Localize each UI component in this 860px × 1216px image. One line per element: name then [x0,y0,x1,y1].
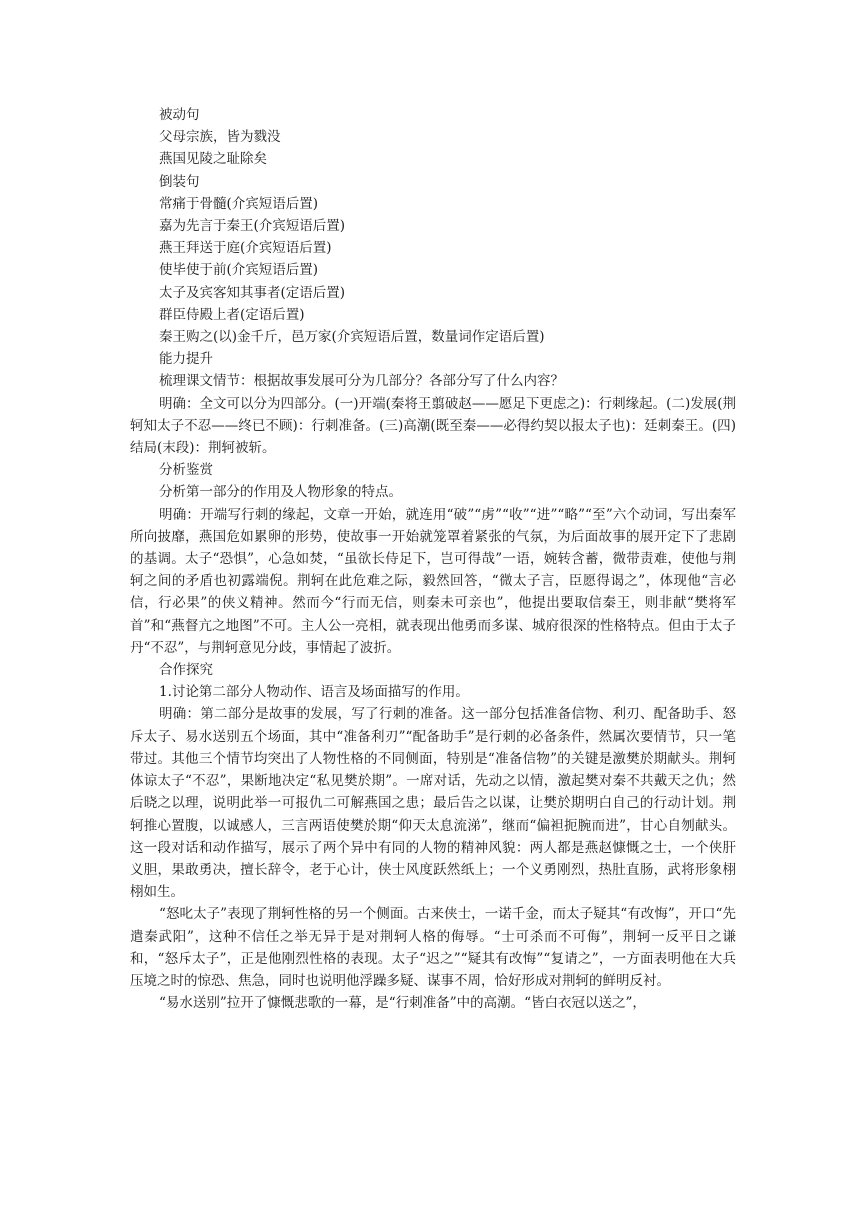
example-line: 常痛于骨髓(介宾短语后置) [159,195,319,212]
heading-inversion: 倒装句 [159,173,200,190]
example-line: 秦王购之(以)金千斤，邑万家(介宾短语后置，数量词作定语后置) [159,329,545,346]
example-line: 太子及宾客知其事者(定语后置) [159,284,346,301]
answer-paragraph-structure: 明确：全文可以分为四部分。(一)开端(秦将王翦破赵——愿足下更虑之)：行刺缘起。(二)发展(荆轲知太子不忍——终已不顾)：行刺准备。(三)高潮(既至秦——必得约契以报太子也)：廷刺秦王。(四)结局(末段)：荆轲被斩。 [130,395,736,457]
heading-ability: 能力提升 [159,351,213,368]
answer-paragraph-analysis: 明确：开端写行刺的缘起，文章一开始，就连用“破”“虏”“收”“进”“略”“至”六个动词，写出秦军所向披靡，燕国危如累卵的形势，使故事一开始就笼罩着紧张的气氛，为后面故事的展开定下了悲剧的基调。太子“恐惧”，心急如焚，“虽欲长侍足下，岂可得哉”一语，婉转含蓄，微带责难，使他与荆轲之间的矛盾也初露端倪。荆轲在此危难之际，毅然回答，“微太子言，臣愿得谒之”，体现他“言必信，行必果”的侠义精神。然而今“行而无信，则秦未可亲也”，他提出要取信秦王，则非献“樊将军首”和“燕督亢之地图”不可。主人公一亮相，就表现出他勇而多谋、城府很深的性格特点。但由于太子丹“不忍”，与荆轲意见分歧，事情起了波折。 [130,506,736,656]
example-line: 燕王拜送于庭(介宾短语后置) [159,240,332,257]
example-line: 燕国见陵之耻除矣 [159,151,267,168]
question-analysis: 分析第一部分的作用及人物形象的特点。 [159,484,402,501]
question-plot: 梳理课文情节：根据故事发展可分为几部分？各部分写了什么内容？ [159,373,564,390]
heading-cooperation: 合作探究 [159,662,213,679]
example-line: 使毕使于前(介宾短语后置) [159,262,319,279]
example-line: 父母宗族，皆为戮没 [159,129,281,146]
example-line: 嘉为先言于秦王(介宾短语后置) [159,218,346,235]
question-discussion: 1.讨论第二部分人物动作、语言及场面描写的作用。 [159,684,469,701]
paragraph-yishui-farewell: “易水送别”拉开了慷慨悲歌的一幕，是“行刺准备”中的高潮。“皆白衣冠以送之”， [159,995,646,1012]
paragraph-rebuke-prince: “怒叱太子”表现了荆轲性格的另一个侧面。古来侠士，一诺千金，而太子疑其“有改悔”，开口“先遣秦武阳”，这种不信任之举无异于是对荆轲人格的侮辱。“士可杀而不可侮”，荆轲一反平日之谦和，“怒斥太子”，正是他刚烈性格的表现。太子“迟之”“疑其有改悔”“复请之”，一方面表明他在大兵压境之时的惊恐、焦急，同时也说明他浮躁多疑、谋事不周，恰好形成对荆轲的鲜明反衬。 [130,906,736,989]
example-line: 群臣侍殿上者(定语后置) [159,306,305,323]
document-body [130,104,736,1014]
heading-analysis: 分析鉴赏 [159,462,213,479]
answer-paragraph-part-two: 明确：第二部分是故事的发展，写了行刺的准备。这一部分包括准备信物、利刃、配备助手、怒斥太子、易水送别五个场面，其中“准备利刃”“配备助手”是行刺的必备条件，然属次要情节，只一笔带过。其他三个情节均突出了人物性格的不同侧面，特别是“准备信物”的关键是激樊於期献头。荆轲体谅太子“不忍”，果断地决定“私见樊於期”。一席对话，先动之以情，激起樊对秦不共戴天之仇；然后晓之以理，说明此举一可报仇二可解燕国之患；最后告之以谋，让樊於期明白自己的行动计划。荆轲推心置腹，以诚感人，三言两语使樊於期“仰天太息流涕”，继而“偏袒扼腕而进”，甘心自刎献头。这一段对话和动作描写，展示了两个异中有同的人物的精神风貌：两人都是燕赵慷慨之士，一个侠肝义胆，果敢勇决，擅长辞令，老于心计，侠士风度跃然纸上；一个义勇刚烈，热肚直肠，武将形象栩栩如生。 [130,706,736,901]
heading-passive: 被动句 [159,107,200,123]
